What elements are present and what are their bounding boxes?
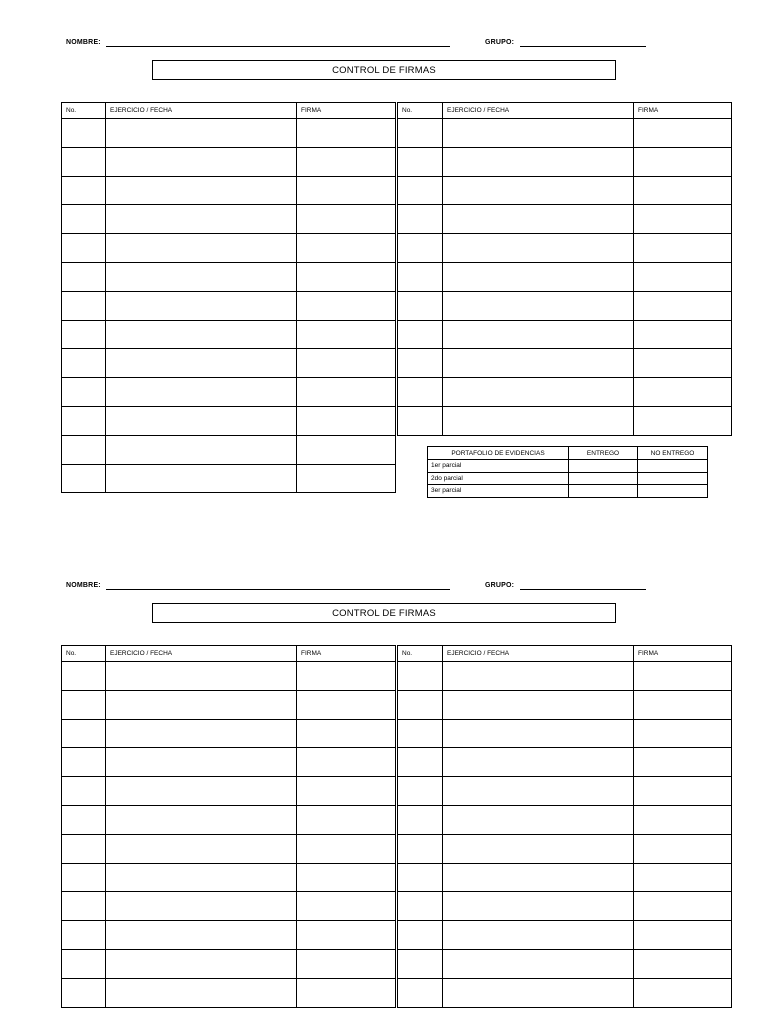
column-header-no: No. (398, 103, 443, 119)
firma-cell (297, 662, 396, 691)
ejercicio-fecha-cell (443, 234, 634, 263)
no-cell (398, 205, 443, 234)
signature-table-right (397, 645, 732, 1008)
firma-cell (634, 291, 732, 320)
no-cell (62, 119, 106, 148)
nombre-line (106, 589, 450, 590)
ejercicio-fecha-cell (106, 119, 297, 148)
ejercicio-fecha-cell (443, 320, 634, 349)
column-header-firma: FIRMA (297, 646, 396, 662)
column-header-firma: FIRMA (634, 646, 732, 662)
table-row (62, 805, 396, 834)
no-cell (62, 978, 106, 1007)
column-header-ejercicio-fecha: EJERCICIO / FECHA (106, 103, 297, 119)
no-cell (398, 921, 443, 950)
table-row (398, 690, 732, 719)
portfolio-table (427, 446, 708, 498)
table-row (398, 320, 732, 349)
table-row (62, 464, 396, 493)
grupo-label: GRUPO: (485, 39, 515, 46)
no-cell (62, 863, 106, 892)
ejercicio-fecha-cell (106, 949, 297, 978)
ejercicio-fecha-cell (106, 262, 297, 291)
table-row (398, 262, 732, 291)
no-cell (398, 406, 443, 435)
no-cell (62, 406, 106, 435)
table-row (62, 777, 396, 806)
table-row (62, 205, 396, 234)
table-row (398, 662, 732, 691)
no-cell (398, 805, 443, 834)
firma-cell (297, 147, 396, 176)
ejercicio-fecha-cell (443, 349, 634, 378)
table-row (62, 147, 396, 176)
no-cell (398, 176, 443, 205)
table-row (62, 748, 396, 777)
firma-cell (634, 176, 732, 205)
firma-cell (297, 464, 396, 493)
table-row (62, 349, 396, 378)
no-cell (398, 777, 443, 806)
no-cell (62, 834, 106, 863)
ejercicio-fecha-cell (106, 291, 297, 320)
table-row (398, 978, 732, 1007)
table-row (398, 777, 732, 806)
firma-cell (297, 119, 396, 148)
no-cell (62, 176, 106, 205)
no-cell (398, 119, 443, 148)
portfolio-row-label: 2do parcial (428, 472, 569, 485)
firma-cell (297, 176, 396, 205)
ejercicio-fecha-cell (106, 834, 297, 863)
firma-cell (634, 863, 732, 892)
table-row (62, 834, 396, 863)
portfolio-row-label: 3er parcial (428, 485, 569, 498)
table-row (62, 921, 396, 950)
ejercicio-fecha-cell (443, 892, 634, 921)
entrego-cell (569, 485, 638, 498)
table-row (398, 349, 732, 378)
nombre-line (106, 46, 450, 47)
ejercicio-fecha-cell (106, 748, 297, 777)
ejercicio-fecha-cell (443, 378, 634, 407)
no-cell (398, 949, 443, 978)
table-row (398, 291, 732, 320)
firma-cell (634, 921, 732, 950)
table-row (62, 978, 396, 1007)
no-cell (62, 662, 106, 691)
firma-cell (634, 378, 732, 407)
table-row (398, 892, 732, 921)
column-header-entrego: ENTREGO (569, 447, 638, 460)
firma-cell (297, 262, 396, 291)
no-cell (62, 205, 106, 234)
firma-cell (297, 378, 396, 407)
no-cell (398, 690, 443, 719)
table-row (398, 719, 732, 748)
column-header-ejercicio-fecha: EJERCICIO / FECHA (443, 646, 634, 662)
ejercicio-fecha-cell (106, 205, 297, 234)
portfolio-row (428, 460, 708, 473)
no-entrego-cell (638, 472, 708, 485)
table-row (62, 320, 396, 349)
no-cell (398, 147, 443, 176)
no-cell (62, 464, 106, 493)
firma-cell (297, 435, 396, 464)
table-row (62, 119, 396, 148)
table-row (62, 949, 396, 978)
signature-table-left (61, 645, 396, 1008)
ejercicio-fecha-cell (443, 805, 634, 834)
no-cell (398, 234, 443, 263)
firma-cell (634, 205, 732, 234)
table-row (398, 234, 732, 263)
ejercicio-fecha-cell (106, 176, 297, 205)
ejercicio-fecha-cell (106, 777, 297, 806)
firma-cell (634, 805, 732, 834)
column-header-ejercicio-fecha: EJERCICIO / FECHA (443, 103, 634, 119)
no-cell (398, 978, 443, 1007)
no-cell (62, 147, 106, 176)
document-title: CONTROL DE FIRMAS (152, 60, 616, 80)
no-cell (398, 834, 443, 863)
ejercicio-fecha-cell (106, 719, 297, 748)
table-row (398, 863, 732, 892)
firma-cell (634, 949, 732, 978)
ejercicio-fecha-cell (443, 662, 634, 691)
firma-cell (634, 262, 732, 291)
ejercicio-fecha-cell (443, 119, 634, 148)
no-cell (62, 291, 106, 320)
firma-cell (634, 147, 732, 176)
firma-cell (634, 978, 732, 1007)
column-header-firma: FIRMA (634, 103, 732, 119)
firma-cell (297, 291, 396, 320)
ejercicio-fecha-cell (106, 805, 297, 834)
ejercicio-fecha-cell (106, 662, 297, 691)
ejercicio-fecha-cell (443, 834, 634, 863)
entrego-cell (569, 472, 638, 485)
column-header-no: No. (62, 646, 106, 662)
table-row (398, 921, 732, 950)
firma-cell (297, 205, 396, 234)
portfolio-row (428, 485, 708, 498)
no-cell (398, 320, 443, 349)
firma-cell (297, 690, 396, 719)
firma-cell (634, 119, 732, 148)
table-row (398, 748, 732, 777)
firma-cell (297, 234, 396, 263)
firma-cell (297, 748, 396, 777)
ejercicio-fecha-cell (106, 147, 297, 176)
table-row (62, 291, 396, 320)
ejercicio-fecha-cell (106, 863, 297, 892)
table-row (62, 892, 396, 921)
nombre-label: NOMBRE: (66, 39, 101, 46)
no-cell (62, 892, 106, 921)
no-cell (62, 378, 106, 407)
firma-cell (297, 777, 396, 806)
firma-cell (634, 748, 732, 777)
firma-cell (634, 690, 732, 719)
firma-cell (297, 320, 396, 349)
no-cell (62, 805, 106, 834)
firma-cell (297, 719, 396, 748)
column-header-portafolio: PORTAFOLIO DE EVIDENCIAS (428, 447, 569, 460)
no-cell (398, 863, 443, 892)
firma-cell (634, 834, 732, 863)
ejercicio-fecha-cell (106, 349, 297, 378)
firma-cell (297, 921, 396, 950)
table-row (62, 262, 396, 291)
ejercicio-fecha-cell (443, 719, 634, 748)
no-cell (62, 320, 106, 349)
signature-table-left (61, 102, 396, 493)
no-cell (62, 719, 106, 748)
grupo-line (520, 46, 646, 47)
ejercicio-fecha-cell (106, 892, 297, 921)
no-cell (398, 748, 443, 777)
no-cell (398, 291, 443, 320)
no-cell (398, 262, 443, 291)
no-cell (398, 349, 443, 378)
table-row (62, 719, 396, 748)
signature-table-right (397, 102, 732, 436)
firma-cell (634, 320, 732, 349)
no-cell (398, 892, 443, 921)
no-cell (62, 949, 106, 978)
firma-cell (297, 406, 396, 435)
ejercicio-fecha-cell (443, 147, 634, 176)
table-row (62, 406, 396, 435)
ejercicio-fecha-cell (106, 464, 297, 493)
no-cell (398, 662, 443, 691)
table-row (398, 805, 732, 834)
ejercicio-fecha-cell (106, 921, 297, 950)
ejercicio-fecha-cell (443, 863, 634, 892)
table-row (62, 435, 396, 464)
grupo-label: GRUPO: (485, 582, 515, 589)
firma-cell (297, 949, 396, 978)
column-header-firma: FIRMA (297, 103, 396, 119)
ejercicio-fecha-cell (443, 777, 634, 806)
table-row (398, 119, 732, 148)
ejercicio-fecha-cell (443, 921, 634, 950)
no-cell (398, 719, 443, 748)
ejercicio-fecha-cell (443, 262, 634, 291)
no-cell (62, 262, 106, 291)
ejercicio-fecha-cell (106, 378, 297, 407)
no-cell (398, 378, 443, 407)
table-row (398, 176, 732, 205)
column-header-no: No. (398, 646, 443, 662)
ejercicio-fecha-cell (106, 690, 297, 719)
portfolio-row-label: 1er parcial (428, 460, 569, 473)
grupo-line (520, 589, 646, 590)
firma-cell (297, 863, 396, 892)
firma-cell (297, 349, 396, 378)
ejercicio-fecha-cell (443, 690, 634, 719)
ejercicio-fecha-cell (443, 291, 634, 320)
ejercicio-fecha-cell (106, 406, 297, 435)
table-row (398, 147, 732, 176)
no-cell (62, 690, 106, 719)
no-cell (62, 748, 106, 777)
firma-cell (634, 892, 732, 921)
table-row (398, 834, 732, 863)
no-cell (62, 234, 106, 263)
no-cell (62, 777, 106, 806)
table-row (62, 234, 396, 263)
no-cell (62, 349, 106, 378)
firma-cell (634, 662, 732, 691)
ejercicio-fecha-cell (443, 176, 634, 205)
ejercicio-fecha-cell (106, 234, 297, 263)
entrego-cell (569, 460, 638, 473)
firma-cell (297, 805, 396, 834)
table-row (398, 205, 732, 234)
table-row (398, 949, 732, 978)
no-entrego-cell (638, 485, 708, 498)
nombre-label: NOMBRE: (66, 582, 101, 589)
ejercicio-fecha-cell (106, 978, 297, 1007)
table-row (62, 176, 396, 205)
ejercicio-fecha-cell (443, 205, 634, 234)
ejercicio-fecha-cell (443, 748, 634, 777)
firma-cell (297, 892, 396, 921)
ejercicio-fecha-cell (106, 435, 297, 464)
firma-cell (297, 834, 396, 863)
firma-cell (634, 777, 732, 806)
ejercicio-fecha-cell (443, 949, 634, 978)
column-header-no-entrego: NO ENTREGO (638, 447, 708, 460)
firma-cell (634, 719, 732, 748)
document-title: CONTROL DE FIRMAS (152, 603, 616, 623)
ejercicio-fecha-cell (443, 978, 634, 1007)
no-cell (62, 435, 106, 464)
ejercicio-fecha-cell (443, 406, 634, 435)
table-row (62, 863, 396, 892)
firma-cell (634, 406, 732, 435)
no-cell (62, 921, 106, 950)
ejercicio-fecha-cell (106, 320, 297, 349)
firma-cell (634, 349, 732, 378)
table-row (62, 378, 396, 407)
portfolio-row (428, 472, 708, 485)
firma-cell (297, 978, 396, 1007)
column-header-no: No. (62, 103, 106, 119)
firma-cell (634, 234, 732, 263)
table-row (62, 690, 396, 719)
no-entrego-cell (638, 460, 708, 473)
table-row (398, 406, 732, 435)
column-header-ejercicio-fecha: EJERCICIO / FECHA (106, 646, 297, 662)
table-row (62, 662, 396, 691)
table-row (398, 378, 732, 407)
